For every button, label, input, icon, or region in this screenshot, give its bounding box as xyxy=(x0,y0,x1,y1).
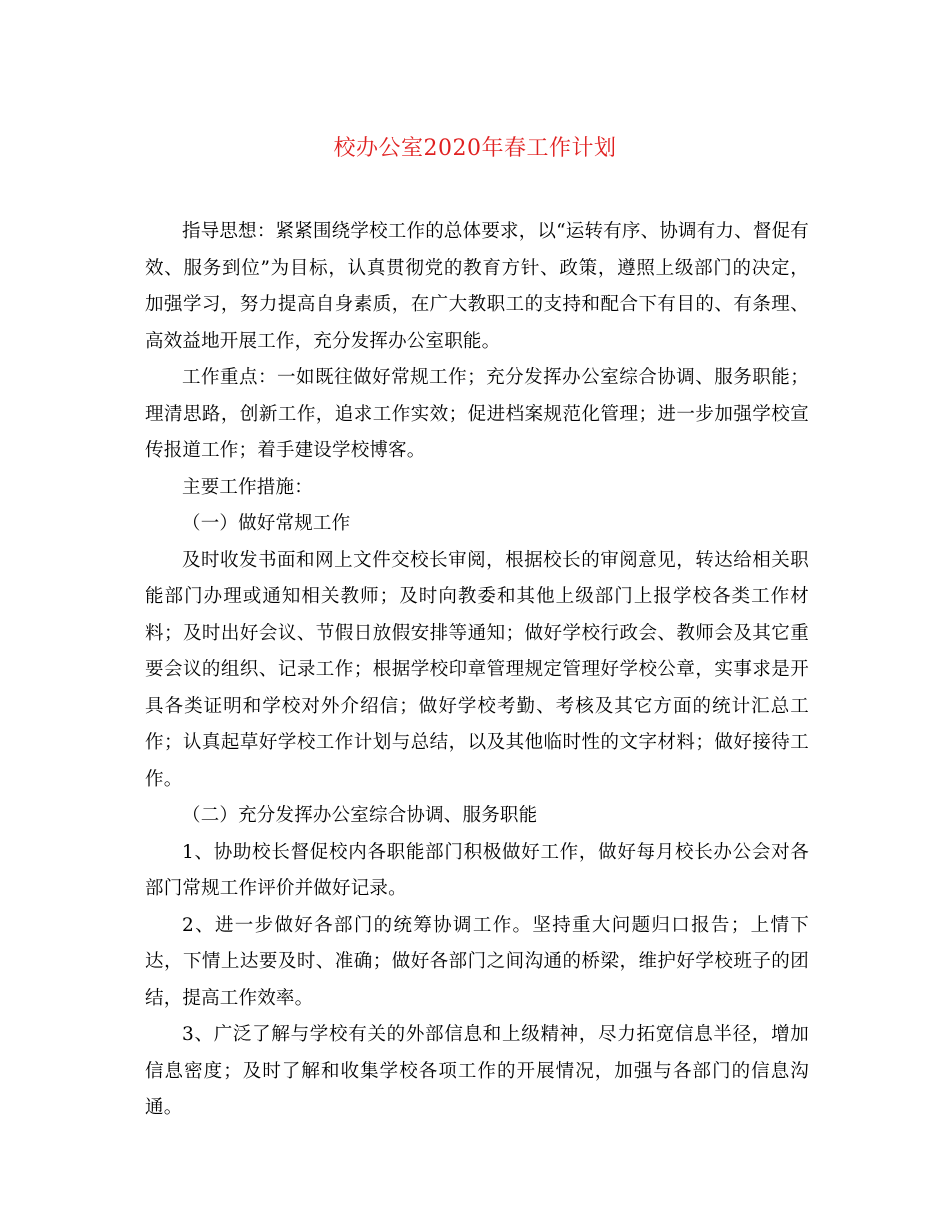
paragraph-main-measures-heading: 主要工作措施： xyxy=(182,476,313,498)
paragraph-guiding-ideology: 指导思想：紧紧围绕学校工作的总体要求，以“运转有序、协调有力、督促有效、服务到位”为目标，认真贯彻党的教育方针、政策，遵照上级部门的决定，加强学习，努力提高自身素质，在广大教职工的支持和配合下有目的、有条理、高效益地开展工作，充分发挥办公室职能。 xyxy=(145,221,809,352)
paragraph-item-2: 2、进一步做好各部门的统筹协调工作。坚持重大问题归口报告；上情下达，下情上达要及时、准确；做好各部门之间沟通的桥梁，维护好学校班子的团结，提高工作效率。 xyxy=(145,914,809,1009)
document-title: 校办公室2020年春工作计划 xyxy=(333,136,617,161)
document-body xyxy=(145,214,809,1127)
paragraph-routine-work: 及时收发书面和网上文件交校长审阅，根据校长的审阅意见，转达给相关职能部门办理或通知相关教师；及时向教委和其他上级部门上报学校各类工作材料；及时出好会议、节假日放假安排等通知；做好学校行政会、教师会及其它重要会议的组织、记录工作；根据学校印章管理规定管理好学校公章，实事求是开具各类证明和学校对外介绍信；做好学校考勤、考核及其它方面的统计汇总工作；认真起草好学校工作计划与总结，以及其他临时性的文字材料；做好接待工作。 xyxy=(145,549,809,790)
paragraph-item-1: 1、协助校长督促校内各职能部门积极做好工作，做好每月校长办公会对各部门常规工作评价并做好记录。 xyxy=(145,841,809,899)
section-heading-routine-work: （一）做好常规工作 xyxy=(182,513,351,534)
paragraph-item-3: 3、广泛了解与学校有关的外部信息和上级精神，尽力拓宽信息半径，增加信息密度；及时了解和收集学校各项工作的开展情况，加强与各部门的信息沟通。 xyxy=(145,1024,809,1118)
section-heading-coordination: （二）充分发挥办公室综合协调、服务职能 xyxy=(182,805,538,826)
paragraph-work-focus: 工作重点：一如既往做好常规工作；充分发挥办公室综合协调、服务职能；理清思路，创新工作，追求工作实效；促进档案规范化管理；进一步加强学校宣传报道工作；着手建设学校博客。 xyxy=(145,367,809,461)
